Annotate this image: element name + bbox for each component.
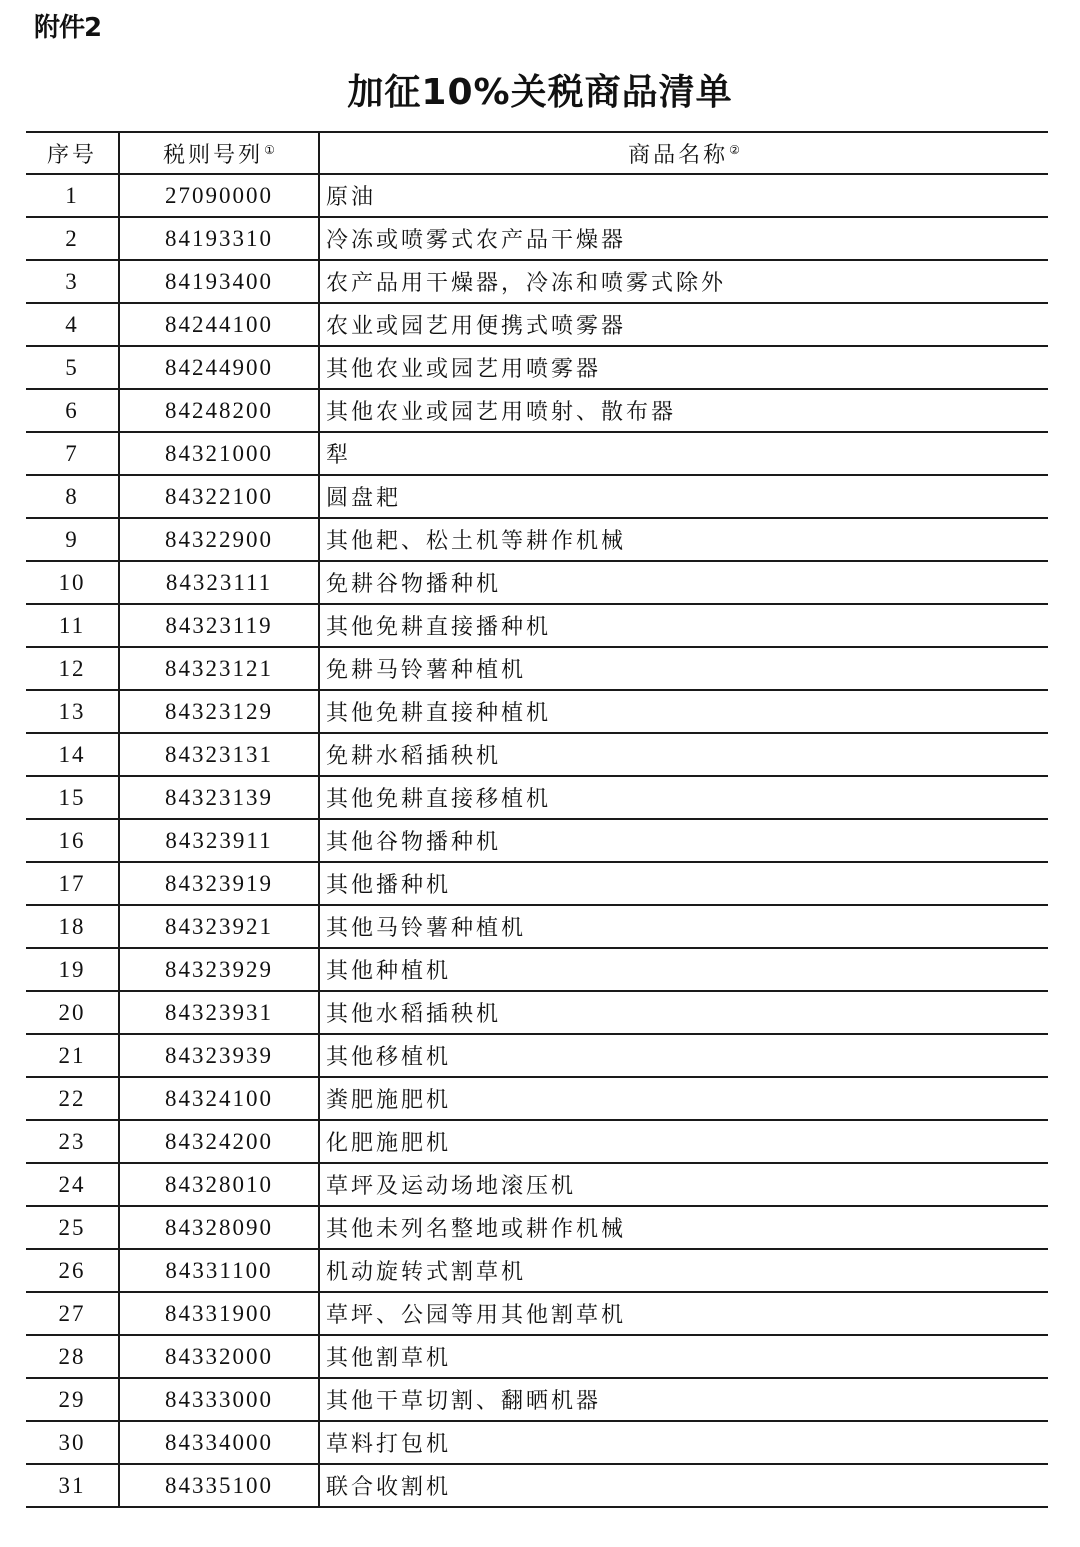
row-goods-name: 农业或园艺用便携式喷雾器 (319, 303, 1048, 346)
row-goods-name: 其他农业或园艺用喷射、散布器 (319, 389, 1048, 432)
row-tariff-code: 84244100 (119, 303, 319, 346)
table-row (26, 389, 1048, 432)
header-seq (26, 132, 119, 174)
row-seq: 27 (26, 1292, 119, 1335)
table-row (26, 862, 1048, 905)
table-row (26, 561, 1048, 604)
row-tariff-code: 84323911 (119, 819, 319, 862)
row-goods-name: 粪肥施肥机 (319, 1077, 1048, 1120)
row-goods-name: 其他割草机 (319, 1335, 1048, 1378)
header-goods-name (319, 132, 1048, 174)
row-goods-name: 犁 (319, 432, 1048, 475)
table-row (26, 1034, 1048, 1077)
tariff-goods-table (26, 131, 1048, 1508)
row-goods-name: 机动旋转式割草机 (319, 1249, 1048, 1292)
table-row (26, 1335, 1048, 1378)
row-tariff-code: 84332000 (119, 1335, 319, 1378)
table-row (26, 948, 1048, 991)
row-seq: 11 (26, 604, 119, 647)
row-goods-name: 原油 (319, 174, 1048, 217)
row-goods-name: 其他农业或园艺用喷雾器 (319, 346, 1048, 389)
row-goods-name: 联合收割机 (319, 1464, 1048, 1507)
table-row (26, 518, 1048, 561)
row-seq: 23 (26, 1120, 119, 1163)
table-header-row (26, 132, 1048, 174)
row-tariff-code: 84323919 (119, 862, 319, 905)
row-goods-name: 免耕水稻插秧机 (319, 733, 1048, 776)
row-goods-name: 其他干草切割、翻晒机器 (319, 1378, 1048, 1421)
row-seq: 28 (26, 1335, 119, 1378)
row-seq: 24 (26, 1163, 119, 1206)
row-goods-name: 其他谷物播种机 (319, 819, 1048, 862)
table-row (26, 260, 1048, 303)
table-body (26, 174, 1048, 1507)
row-tariff-code: 84324200 (119, 1120, 319, 1163)
table-row (26, 303, 1048, 346)
table-row (26, 174, 1048, 217)
row-seq: 16 (26, 819, 119, 862)
row-seq: 26 (26, 1249, 119, 1292)
row-tariff-code: 84193400 (119, 260, 319, 303)
row-tariff-code: 84323121 (119, 647, 319, 690)
row-goods-name: 免耕谷物播种机 (319, 561, 1048, 604)
row-tariff-code: 84244900 (119, 346, 319, 389)
row-goods-name: 其他水稻插秧机 (319, 991, 1048, 1034)
row-tariff-code: 84323111 (119, 561, 319, 604)
row-tariff-code: 84334000 (119, 1421, 319, 1464)
row-seq: 31 (26, 1464, 119, 1507)
row-seq: 7 (26, 432, 119, 475)
row-seq: 17 (26, 862, 119, 905)
row-seq: 22 (26, 1077, 119, 1120)
header-seq-label: 序号 (46, 142, 97, 168)
row-tariff-code: 84323931 (119, 991, 319, 1034)
row-tariff-code: 27090000 (119, 174, 319, 217)
table-row (26, 647, 1048, 690)
row-seq: 5 (26, 346, 119, 389)
header-goods-name-label: 商品名称 (628, 142, 729, 168)
row-seq: 2 (26, 217, 119, 260)
row-tariff-code: 84323129 (119, 690, 319, 733)
row-goods-name: 其他免耕直接种植机 (319, 690, 1048, 733)
table-row (26, 1120, 1048, 1163)
header-tariff-code-label: 税则号列 (163, 142, 264, 168)
table-row (26, 1249, 1048, 1292)
row-tariff-code: 84323921 (119, 905, 319, 948)
table-row (26, 1292, 1048, 1335)
table-row (26, 475, 1048, 518)
row-seq: 15 (26, 776, 119, 819)
attachment-label: 附件2 (34, 13, 102, 43)
row-tariff-code: 84324100 (119, 1077, 319, 1120)
row-goods-name: 草料打包机 (319, 1421, 1048, 1464)
row-goods-name: 其他种植机 (319, 948, 1048, 991)
table-row (26, 690, 1048, 733)
table-row (26, 1378, 1048, 1421)
table-row (26, 1077, 1048, 1120)
row-goods-name: 草坪、公园等用其他割草机 (319, 1292, 1048, 1335)
row-goods-name: 其他移植机 (319, 1034, 1048, 1077)
row-goods-name: 其他马铃薯种植机 (319, 905, 1048, 948)
table-row (26, 217, 1048, 260)
row-seq: 1 (26, 174, 119, 217)
row-seq: 20 (26, 991, 119, 1034)
row-seq: 4 (26, 303, 119, 346)
table-row (26, 1421, 1048, 1464)
row-goods-name: 免耕马铃薯种植机 (319, 647, 1048, 690)
footnote-marker-2: ② (729, 142, 740, 157)
footnote-marker-1: ① (264, 142, 275, 157)
table-row (26, 776, 1048, 819)
page-title: 加征10%关税商品清单 (347, 72, 733, 113)
row-tariff-code: 84335100 (119, 1464, 319, 1507)
table-row (26, 1163, 1048, 1206)
row-tariff-code: 84193310 (119, 217, 319, 260)
header-tariff-code (119, 132, 319, 174)
row-tariff-code: 84323139 (119, 776, 319, 819)
row-tariff-code: 84322100 (119, 475, 319, 518)
row-tariff-code: 84323131 (119, 733, 319, 776)
row-tariff-code: 84321000 (119, 432, 319, 475)
row-seq: 21 (26, 1034, 119, 1077)
row-goods-name: 农产品用干燥器，冷冻和喷雾式除外 (319, 260, 1048, 303)
row-goods-name: 其他未列名整地或耕作机械 (319, 1206, 1048, 1249)
row-seq: 12 (26, 647, 119, 690)
row-tariff-code: 84248200 (119, 389, 319, 432)
row-goods-name: 冷冻或喷雾式农产品干燥器 (319, 217, 1048, 260)
table-row (26, 733, 1048, 776)
row-seq: 14 (26, 733, 119, 776)
row-tariff-code: 84322900 (119, 518, 319, 561)
row-goods-name: 其他免耕直接播种机 (319, 604, 1048, 647)
row-tariff-code: 84331100 (119, 1249, 319, 1292)
row-tariff-code: 84333000 (119, 1378, 319, 1421)
row-seq: 30 (26, 1421, 119, 1464)
table-row (26, 346, 1048, 389)
row-seq: 3 (26, 260, 119, 303)
row-goods-name: 草坪及运动场地滚压机 (319, 1163, 1048, 1206)
row-seq: 19 (26, 948, 119, 991)
table-row (26, 1464, 1048, 1507)
row-goods-name: 圆盘耙 (319, 475, 1048, 518)
row-seq: 13 (26, 690, 119, 733)
row-tariff-code: 84331900 (119, 1292, 319, 1335)
row-seq: 18 (26, 905, 119, 948)
row-goods-name: 其他耙、松土机等耕作机械 (319, 518, 1048, 561)
row-tariff-code: 84323929 (119, 948, 319, 991)
row-goods-name: 化肥施肥机 (319, 1120, 1048, 1163)
row-goods-name: 其他免耕直接移植机 (319, 776, 1048, 819)
table-row (26, 819, 1048, 862)
table-row (26, 604, 1048, 647)
table-row (26, 991, 1048, 1034)
row-tariff-code: 84328090 (119, 1206, 319, 1249)
table-row (26, 432, 1048, 475)
row-tariff-code: 84323119 (119, 604, 319, 647)
row-seq: 25 (26, 1206, 119, 1249)
row-seq: 29 (26, 1378, 119, 1421)
table-row (26, 1206, 1048, 1249)
row-seq: 9 (26, 518, 119, 561)
row-seq: 6 (26, 389, 119, 432)
row-tariff-code: 84323939 (119, 1034, 319, 1077)
row-seq: 8 (26, 475, 119, 518)
row-goods-name: 其他播种机 (319, 862, 1048, 905)
row-tariff-code: 84328010 (119, 1163, 319, 1206)
row-seq: 10 (26, 561, 119, 604)
table-row (26, 905, 1048, 948)
